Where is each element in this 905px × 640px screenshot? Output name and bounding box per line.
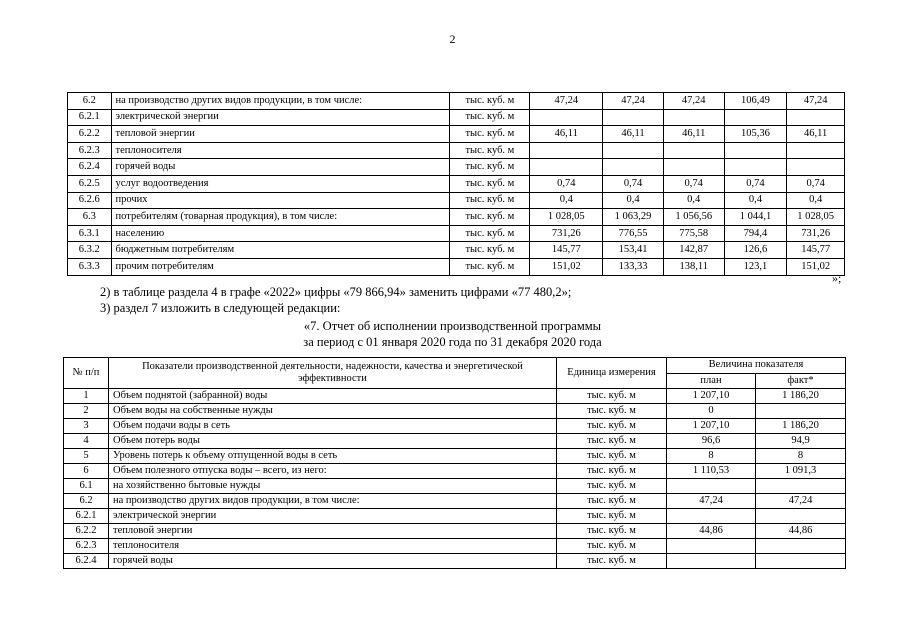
row-indicator: населению xyxy=(111,225,450,242)
row-value: 1 028,05 xyxy=(530,209,603,226)
row-unit: тыс. куб. м xyxy=(450,175,530,192)
row-fact xyxy=(756,404,846,419)
row-value xyxy=(530,159,603,176)
row-number: 6.3.1 xyxy=(68,225,112,242)
row-value: 0,4 xyxy=(530,192,603,209)
row-fact: 1 186,20 xyxy=(756,389,846,404)
table-row xyxy=(64,449,846,464)
row-number: 6.2.4 xyxy=(64,554,109,569)
row-value xyxy=(530,142,603,159)
row-number: 6.2.3 xyxy=(68,142,112,159)
amendment-paragraph-3: 3) раздел 7 изложить в следующей редакции: xyxy=(100,301,341,315)
row-value xyxy=(724,159,787,176)
row-indicator: бюджетным потребителям xyxy=(111,242,450,259)
header-unit: Единица измерения xyxy=(557,358,667,389)
row-number: 5 xyxy=(64,449,109,464)
row-number: 6.2.2 xyxy=(64,524,109,539)
row-unit: тыс. куб. м xyxy=(450,192,530,209)
header-indicator: Показатели производственной деятельности, надежности, качества и энергетической эффективности xyxy=(109,358,557,389)
row-value: 731,26 xyxy=(530,225,603,242)
row-value: 794,4 xyxy=(724,225,787,242)
row-value: 731,26 xyxy=(787,225,845,242)
row-value: 1 063,29 xyxy=(603,209,664,226)
row-number: 6.2.5 xyxy=(68,175,112,192)
row-fact: 1 091,3 xyxy=(756,464,846,479)
table-row xyxy=(64,419,846,434)
row-indicator: потребителям (товарная продукция), в том числе: xyxy=(111,209,450,226)
row-indicator: Объем потерь воды xyxy=(109,434,557,449)
page-number: 2 xyxy=(449,32,456,46)
row-value: 145,77 xyxy=(530,242,603,259)
row-value xyxy=(603,142,664,159)
row-indicator: Объем воды на собственные нужды xyxy=(109,404,557,419)
row-value: 775,58 xyxy=(663,225,724,242)
row-fact: 94,9 xyxy=(756,434,846,449)
row-value: 123,1 xyxy=(724,258,787,275)
row-number: 1 xyxy=(64,389,109,404)
row-number: 6.3.3 xyxy=(68,258,112,275)
row-value: 776,55 xyxy=(603,225,664,242)
section-period: за период с 01 января 2020 года по 31 декабря 2020 года xyxy=(303,335,602,349)
row-indicator: тепловой энергии xyxy=(111,126,450,143)
row-unit: тыс. куб. м xyxy=(557,449,667,464)
row-value xyxy=(663,159,724,176)
row-unit: тыс. куб. м xyxy=(450,109,530,126)
row-number: 6.2 xyxy=(68,93,112,110)
row-unit: тыс. куб. м xyxy=(450,225,530,242)
row-plan: 44,86 xyxy=(667,524,756,539)
row-unit: тыс. куб. м xyxy=(557,539,667,554)
row-number: 6.2.2 xyxy=(68,126,112,143)
header-plan: план xyxy=(667,373,756,389)
row-fact: 1 186,20 xyxy=(756,419,846,434)
row-value: 105,36 xyxy=(724,126,787,143)
closing-quote: »; xyxy=(832,271,842,285)
row-value: 47,24 xyxy=(530,93,603,110)
row-fact xyxy=(756,554,846,569)
header-value: Величина показателя xyxy=(667,358,846,374)
row-value: 47,24 xyxy=(787,93,845,110)
table-row xyxy=(64,389,846,404)
row-value: 47,24 xyxy=(663,93,724,110)
row-plan: 8 xyxy=(667,449,756,464)
row-number: 4 xyxy=(64,434,109,449)
row-indicator: на хозяйственно бытовые нужды xyxy=(109,479,557,494)
row-value xyxy=(603,109,664,126)
row-value xyxy=(603,159,664,176)
row-value: 145,77 xyxy=(787,242,845,259)
row-number: 6.2.4 xyxy=(68,159,112,176)
row-value: 0,74 xyxy=(603,175,664,192)
row-value xyxy=(530,109,603,126)
row-indicator: на производство других видов продукции, в том числе: xyxy=(109,494,557,509)
row-fact: 44,86 xyxy=(756,524,846,539)
row-plan xyxy=(667,539,756,554)
table-row xyxy=(68,258,845,275)
row-indicator: Объем подачи воды в сеть xyxy=(109,419,557,434)
table-row xyxy=(68,242,845,259)
row-unit: тыс. куб. м xyxy=(557,434,667,449)
row-indicator: Уровень потерь к объему отпущенной воды в сеть xyxy=(109,449,557,464)
row-plan: 1 110,53 xyxy=(667,464,756,479)
header-num: № п/п xyxy=(64,358,109,389)
row-unit: тыс. куб. м xyxy=(450,258,530,275)
row-indicator: услуг водоотведения xyxy=(111,175,450,192)
row-value: 153,41 xyxy=(603,242,664,259)
amendment-paragraph-2: 2) в таблице раздела 4 в графе «2022» цифры «79 866,94» заменить цифрами «77 480,2»; xyxy=(100,285,572,299)
row-plan: 1 207,10 xyxy=(667,419,756,434)
row-unit: тыс. куб. м xyxy=(557,404,667,419)
row-indicator: прочих xyxy=(111,192,450,209)
row-plan: 47,24 xyxy=(667,494,756,509)
row-unit: тыс. куб. м xyxy=(557,554,667,569)
table-row xyxy=(64,509,846,524)
row-value xyxy=(663,142,724,159)
row-unit: тыс. куб. м xyxy=(557,494,667,509)
row-indicator: тепловой энергии xyxy=(109,524,557,539)
row-number: 6.3 xyxy=(68,209,112,226)
row-number: 6.2.6 xyxy=(68,192,112,209)
row-unit: тыс. куб. м xyxy=(450,209,530,226)
row-number: 6 xyxy=(64,464,109,479)
row-fact xyxy=(756,509,846,524)
row-value: 138,11 xyxy=(663,258,724,275)
row-unit: тыс. куб. м xyxy=(450,242,530,259)
report-table xyxy=(63,357,846,569)
row-unit: тыс. куб. м xyxy=(557,464,667,479)
table-row xyxy=(64,539,846,554)
row-plan xyxy=(667,479,756,494)
row-plan: 0 xyxy=(667,404,756,419)
row-plan: 96,6 xyxy=(667,434,756,449)
row-value: 0,74 xyxy=(530,175,603,192)
table-row xyxy=(64,434,846,449)
row-indicator: теплоносителя xyxy=(111,142,450,159)
row-number: 2 xyxy=(64,404,109,419)
row-value: 126,6 xyxy=(724,242,787,259)
row-value: 46,11 xyxy=(663,126,724,143)
row-unit: тыс. куб. м xyxy=(450,142,530,159)
row-indicator: электрической энергии xyxy=(109,509,557,524)
table-row xyxy=(64,494,846,509)
table-row xyxy=(68,225,845,242)
production-table-continued xyxy=(67,92,845,276)
row-value xyxy=(787,159,845,176)
row-value: 46,11 xyxy=(787,126,845,143)
row-number: 6.1 xyxy=(64,479,109,494)
row-value: 142,87 xyxy=(663,242,724,259)
row-unit: тыс. куб. м xyxy=(557,389,667,404)
row-fact: 47,24 xyxy=(756,494,846,509)
section-title: «7. Отчет об исполнении производственной программы xyxy=(303,319,602,333)
row-indicator: теплоносителя xyxy=(109,539,557,554)
row-indicator: электрической энергии xyxy=(111,109,450,126)
row-number: 6.3.2 xyxy=(68,242,112,259)
table-row xyxy=(64,554,846,569)
row-value: 1 056,56 xyxy=(663,209,724,226)
table-row xyxy=(68,192,845,209)
row-unit: тыс. куб. м xyxy=(557,509,667,524)
row-value: 1 028,05 xyxy=(787,209,845,226)
table-row xyxy=(68,159,845,176)
header-fact: факт* xyxy=(756,373,846,389)
table-row xyxy=(64,524,846,539)
table-row xyxy=(68,109,845,126)
row-indicator: горячей воды xyxy=(111,159,450,176)
row-number: 6.2.1 xyxy=(68,109,112,126)
row-unit: тыс. куб. м xyxy=(557,419,667,434)
row-value: 0,4 xyxy=(603,192,664,209)
row-unit: тыс. куб. м xyxy=(557,479,667,494)
row-number: 6.2 xyxy=(64,494,109,509)
row-value: 106,49 xyxy=(724,93,787,110)
row-unit: тыс. куб. м xyxy=(450,159,530,176)
row-indicator: горячей воды xyxy=(109,554,557,569)
row-value: 0,74 xyxy=(724,175,787,192)
row-value: 151,02 xyxy=(530,258,603,275)
row-number: 3 xyxy=(64,419,109,434)
row-unit: тыс. куб. м xyxy=(450,93,530,110)
row-value: 46,11 xyxy=(603,126,664,143)
row-number: 6.2.3 xyxy=(64,539,109,554)
row-plan xyxy=(667,509,756,524)
row-fact xyxy=(756,539,846,554)
table-row xyxy=(64,479,846,494)
row-value xyxy=(787,109,845,126)
table-row xyxy=(68,93,845,110)
table-row xyxy=(68,126,845,143)
row-value: 47,24 xyxy=(603,93,664,110)
row-fact xyxy=(756,479,846,494)
row-indicator: Объем поднятой (забранной) воды xyxy=(109,389,557,404)
row-number: 6.2.1 xyxy=(64,509,109,524)
row-value: 0,4 xyxy=(787,192,845,209)
row-plan xyxy=(667,554,756,569)
row-value: 133,33 xyxy=(603,258,664,275)
row-value: 1 044,1 xyxy=(724,209,787,226)
table-row xyxy=(68,142,845,159)
table-row xyxy=(64,404,846,419)
row-value: 0,4 xyxy=(663,192,724,209)
row-value: 46,11 xyxy=(530,126,603,143)
table-row xyxy=(68,209,845,226)
row-fact: 8 xyxy=(756,449,846,464)
row-value: 151,02 xyxy=(787,258,845,275)
row-indicator: Объем полезного отпуска воды – всего, из него: xyxy=(109,464,557,479)
table-row xyxy=(68,175,845,192)
row-unit: тыс. куб. м xyxy=(450,126,530,143)
table-row xyxy=(64,464,846,479)
row-unit: тыс. куб. м xyxy=(557,524,667,539)
row-value xyxy=(787,142,845,159)
row-value xyxy=(724,142,787,159)
row-value: 0,74 xyxy=(663,175,724,192)
row-value: 0,74 xyxy=(787,175,845,192)
row-plan: 1 207,10 xyxy=(667,389,756,404)
row-value: 0,4 xyxy=(724,192,787,209)
row-indicator: на производство других видов продукции, в том числе: xyxy=(111,93,450,110)
row-value xyxy=(724,109,787,126)
row-value xyxy=(663,109,724,126)
row-indicator: прочим потребителям xyxy=(111,258,450,275)
